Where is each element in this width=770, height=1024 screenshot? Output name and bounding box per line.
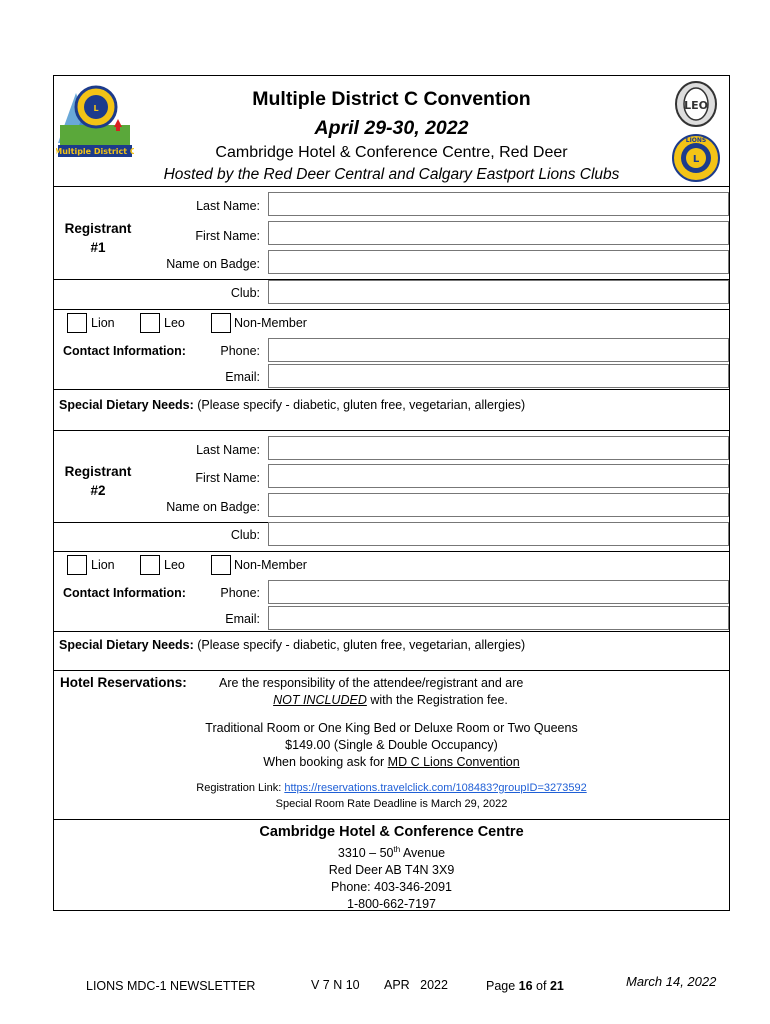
page-title: Multiple District C Convention	[252, 88, 531, 110]
registrant-2-dietary-input[interactable]	[54, 656, 729, 668]
footer-page-current: 16	[518, 979, 533, 993]
footer-page-total: 21	[549, 979, 564, 993]
registrant-1-club-input[interactable]	[268, 280, 729, 304]
not-included-rest: with the Registration fee.	[366, 693, 508, 707]
registrant-2-lion-checkbox[interactable]	[67, 555, 87, 575]
footer-page-number	[486, 979, 564, 993]
registrant-1-dietary-label: Special Dietary Needs:	[59, 398, 194, 412]
registrant-2-dietary-label: Special Dietary Needs:	[59, 638, 194, 652]
hotel-phone: Phone: 403-346-2091	[331, 880, 452, 894]
registrant-1-email-label: Email:	[225, 370, 260, 384]
registration-link-label: Registration Link:	[196, 782, 285, 794]
registrant-2-heading-text: Registrant #2	[64, 464, 132, 498]
registrant-2-club-input[interactable]	[268, 522, 729, 546]
room-rate: $149.00 (Single & Double Occupancy)	[285, 738, 498, 752]
hotel-not-included-line	[52, 693, 729, 707]
hotel-street-pre: 3310 – 50	[337, 846, 394, 861]
footer-newsletter: LIONS MDC-1 NEWSLETTER	[86, 979, 256, 993]
registrant-1-lion-checkbox[interactable]	[67, 313, 87, 333]
registrant-2-first-name-input[interactable]	[268, 464, 729, 488]
booking-prefix: When booking ask for	[263, 755, 388, 769]
registrant-2-phone-input[interactable]	[268, 580, 729, 604]
registrant-2-phone-label: Phone:	[220, 586, 260, 600]
hotel-street-sup: th	[393, 845, 401, 854]
booking-code: MD C Lions Convention	[387, 755, 520, 769]
hotel-tollfree: 1-800-662-7197	[347, 897, 436, 911]
room-types: Traditional Room or One King Bed or Deluxe Room or Two Queens	[205, 721, 578, 735]
registrant-1-phone-input[interactable]	[268, 338, 729, 362]
registration-form	[53, 75, 730, 911]
registrant-1-contact-label: Contact Information:	[63, 344, 186, 358]
event-dates: April 29-30, 2022	[314, 117, 469, 139]
leo-logo	[674, 80, 718, 128]
hotel-street-post: Avenue	[400, 846, 446, 861]
registrant-1-non-member-checkbox[interactable]	[211, 313, 231, 333]
svg-text:L: L	[93, 104, 99, 113]
registration-link-line	[54, 782, 729, 794]
hotel-name: Cambridge Hotel & Conference Centre	[259, 824, 524, 840]
registrant-2-badge-label: Name on Badge:	[166, 500, 260, 514]
registrant-2-dietary	[59, 638, 525, 652]
registrant-1-dietary-hint: (Please specify - diabetic, gluten free, vegetarian, allergies)	[193, 398, 526, 412]
not-included-text: NOT INCLUDED	[273, 693, 367, 707]
registrant-2-dietary-hint: (Please specify - diabetic, gluten free, vegetarian, allergies)	[193, 638, 526, 652]
registrant-1-leo-label: Leo	[164, 316, 185, 330]
registrant-1-first-name-label: First Name:	[195, 229, 260, 243]
registrant-2-email-input[interactable]	[268, 606, 729, 630]
registrant-2-leo-label: Leo	[164, 558, 185, 572]
lions-international-logo	[672, 132, 720, 184]
hotel-responsibility-line: Are the responsibility of the attendee/registrant and are	[219, 676, 524, 690]
registration-link[interactable]: https://reservations.travelclick.com/108483?groupID=3273592	[284, 782, 587, 794]
registrant-1-heading	[54, 219, 142, 257]
registrant-2-non-member-checkbox[interactable]	[211, 555, 231, 575]
footer-page-mid: of	[532, 979, 550, 993]
footer-page-prefix: Page	[486, 979, 519, 993]
lions-logo-text: LIONS	[685, 137, 707, 144]
registrant-1-phone-label: Phone:	[220, 344, 260, 358]
leo-logo-text: LEO	[684, 99, 708, 112]
hotel-city: Red Deer AB T4N 3X9	[328, 863, 455, 877]
registrant-2-last-name-label: Last Name:	[196, 443, 260, 457]
rate-deadline: Special Room Rate Deadline is March 29, 2022	[275, 798, 508, 810]
registrant-2-club-label: Club:	[230, 528, 260, 542]
footer-issue: APR 2022	[384, 978, 448, 992]
hotel-reservations-label: Hotel Reservations:	[60, 675, 187, 690]
registrant-1-dietary-input[interactable]	[54, 416, 729, 434]
registrant-1-club-label: Club:	[230, 286, 260, 300]
registrant-1-badge-input[interactable]	[268, 250, 729, 274]
registrant-1-leo-checkbox[interactable]	[140, 313, 160, 333]
registrant-2-contact-label: Contact Information:	[63, 586, 186, 600]
registrant-1-email-input[interactable]	[268, 364, 729, 388]
hosted-by: Hosted by the Red Deer Central and Calgary Eastport Lions Clubs	[163, 166, 620, 183]
registrant-1-last-name-label: Last Name:	[196, 199, 260, 213]
registrant-2-lion-label: Lion	[91, 558, 115, 572]
footer-volume: V 7 N 10	[311, 978, 360, 992]
booking-code-line	[54, 755, 729, 769]
registrant-1-first-name-input[interactable]	[268, 221, 729, 245]
registrant-1-dietary	[59, 398, 525, 412]
registrant-2-heading	[54, 462, 142, 500]
registrant-1-non-member-label: Non-Member	[234, 316, 307, 330]
registrant-1-heading-text: Registrant #1	[64, 221, 132, 255]
hotel-street	[54, 845, 729, 860]
registrant-2-first-name-label: First Name:	[195, 471, 260, 485]
registrant-2-last-name-input[interactable]	[268, 436, 729, 460]
md-c-logo-text: Multiple District C	[56, 147, 134, 156]
registrant-1-last-name-input[interactable]	[268, 192, 729, 216]
registrant-1-badge-label: Name on Badge:	[166, 257, 260, 271]
registrant-2-non-member-label: Non-Member	[234, 558, 307, 572]
registrant-2-badge-input[interactable]	[268, 493, 729, 517]
registrant-1-lion-label: Lion	[91, 316, 115, 330]
footer-date: March 14, 2022	[626, 974, 717, 989]
registrant-2-leo-checkbox[interactable]	[140, 555, 160, 575]
svg-text:L: L	[692, 154, 700, 165]
registrant-2-email-label: Email:	[225, 612, 260, 626]
venue: Cambridge Hotel & Conference Centre, Red Deer	[215, 144, 568, 161]
